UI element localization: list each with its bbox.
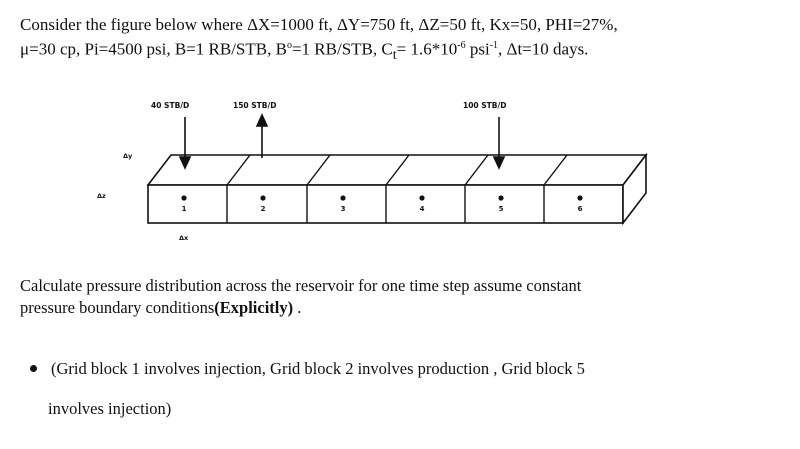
problem-line-2-b: =1 RB/STB, C xyxy=(291,39,393,59)
problem-sup-o: o xyxy=(286,40,292,51)
problem-sub-t: t xyxy=(392,47,397,64)
note-line-2: involves injection) xyxy=(48,399,172,418)
delta-x-label: Δx xyxy=(179,234,189,242)
block-dot xyxy=(577,195,582,200)
problem-line-2-c: = 1.6*10 xyxy=(396,39,458,59)
note-line-1: (Grid block 1 involves injection, Grid block 2 involves production , Grid block 5 xyxy=(51,359,585,378)
question-line-1: Calculate pressure distribution across the reservoir for one time step assume constant xyxy=(20,276,582,295)
delta-z-label: Δz xyxy=(97,192,106,200)
block-number-3: 3 xyxy=(340,205,346,213)
bullet-dot-icon xyxy=(30,365,37,372)
problem-line-2-e: , Δt=10 days. xyxy=(498,39,589,59)
rate-label-block-2: 150 STB/D xyxy=(233,101,277,110)
problem-line-2-d: psi xyxy=(465,39,490,59)
block-dot xyxy=(181,195,186,200)
question-line-2-a: pressure boundary conditions xyxy=(20,298,215,317)
block-number-6: 6 xyxy=(577,205,583,213)
block-dot xyxy=(340,195,345,200)
question-line-2 xyxy=(20,297,301,318)
block-number-2: 2 xyxy=(260,205,266,213)
problem-line-1: Consider the figure below where ΔX=1000 ft, ΔY=750 ft, ΔZ=50 ft, Kx=50, PHI=27%, xyxy=(20,15,618,34)
note-bullet xyxy=(30,359,585,379)
problem-line-2-a: μ=30 cp, Pi=4500 psi, B=1 RB/STB, B xyxy=(20,39,287,59)
question-explicitly: (Explicitly) xyxy=(214,298,294,317)
problem-sup-exp: -6 xyxy=(457,40,466,51)
problem-sup-unit: -1 xyxy=(489,40,499,51)
block-dot xyxy=(260,195,265,200)
rate-label-block-1: 40 STB/D xyxy=(151,101,190,110)
block-dot xyxy=(498,195,503,200)
question-line-2-c: . xyxy=(293,298,302,317)
block-number-1: 1 xyxy=(181,205,187,213)
rate-label-block-5: 100 STB/D xyxy=(463,101,507,110)
block-number-5: 5 xyxy=(498,205,504,213)
block-number-4: 4 xyxy=(419,205,425,213)
block-dot xyxy=(419,195,424,200)
delta-y-label: Δy xyxy=(123,152,133,160)
